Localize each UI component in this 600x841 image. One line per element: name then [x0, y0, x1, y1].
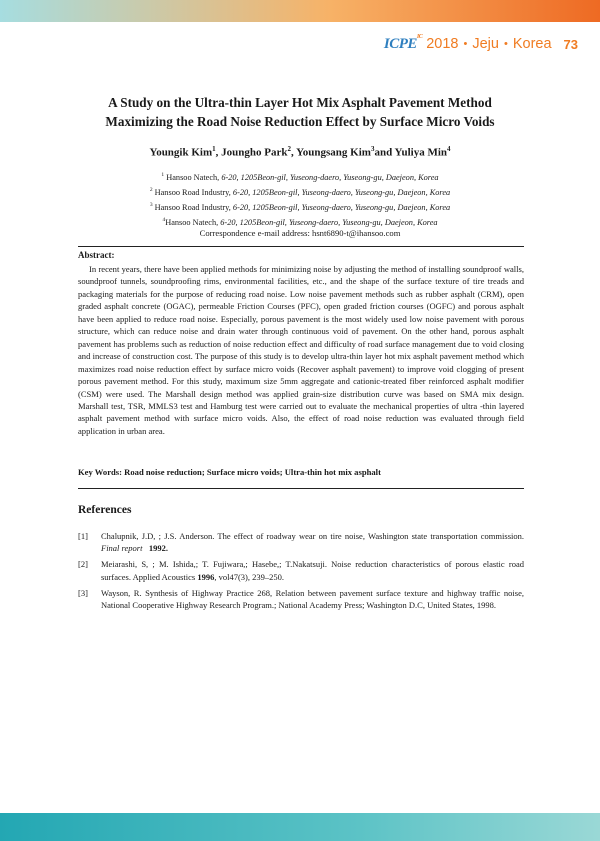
paper-title	[60, 93, 540, 131]
author-name: Youngsang Kim	[296, 146, 371, 159]
reference-number: [1]	[78, 531, 88, 541]
header-gradient-bar	[0, 0, 600, 22]
affiliation-org: Hansoo Road Industry,	[152, 187, 233, 197]
affiliation-row	[60, 169, 540, 184]
logo-text: ICPE	[383, 35, 417, 52]
bullet-separator: •	[463, 38, 468, 50]
reference-item	[78, 587, 524, 611]
logo-superscript: IC	[416, 33, 423, 40]
footer-gradient-bar	[0, 813, 600, 841]
title-line-1: A Study on the Ultra-thin Layer Hot Mix Asphalt Pavement Method	[108, 95, 492, 110]
affiliation-org: Hansoo Natech,	[165, 217, 221, 227]
author-list	[60, 145, 540, 159]
reference-body: Wayson, R. Synthesis of Highway Practice 268, Relation between pavement surface texture and highway traffic noise, National Cooperative Highway Research Program.; National Academy Press; Washington D.C, United States, 1998.	[101, 587, 524, 611]
reference-list	[78, 530, 524, 615]
keywords: Key Words: Road noise reduction; Surface micro voids; Ultra-thin hot mix asphalt	[78, 467, 381, 477]
reference-number: [2]	[78, 559, 88, 570]
author-name: Yuliya Min	[394, 146, 448, 159]
affiliation-superscript: 4	[162, 217, 166, 224]
divider-top	[78, 246, 524, 247]
affiliation-row	[60, 214, 540, 229]
conference-year: 2018	[426, 36, 459, 52]
author-separator: ,	[290, 146, 297, 159]
affiliation-org: Hansoo Natech,	[164, 172, 222, 182]
abstract-heading: Abstract:	[78, 250, 115, 260]
reference-tail: , vol47(3), 239–250.	[214, 571, 284, 582]
reference-text	[101, 587, 524, 611]
conference-banner	[384, 34, 578, 54]
affiliation-row	[60, 199, 540, 214]
abstract-text: In recent years, there have been applied methods for minimizing noise by adjusting the method of installing soundproof walls, soundproof tunnels, soundproofing rims, environmental facilities, etc., and the shape of the surface texture of tire treads and packaging materials for the purpose of reducing road noise. Low noise pavement methods such as rubber asphalt (CRM), open graded asphalt concrete (OGAC), permeable Friction Courses (PFC), open graded friction courses (OGFC) and porous asphalt have been applied to reduce road noise. Especially, porous pavement is the most widely used low noise pavement with porous structure, which can reduce noise and drain water through continuous void of pavement. On the other hand, porous asphalt pavement has problems such as reduction of noise reduction effect and difficulty of road surface management due to void closing and increase of construction cost. The purpose of this study is to develop ultra-thin layer hot mix asphalt pavement method which maximizes road noise reduction effect by surface micro voids (Recover asphalt pavement) to improve void clogging of present porous pavement method. For this study, maximum size 5mm aggregate and cationic-treated fiber reinforced asphalt modifier (CSM) were used. The Marshall design method was applied grain-size distribution curve was based on SMA mix design. Marshall test, TSR, MMLS3 test and Hamburg test were carried out to evaluate the mechanical properties of ultra -thin layered asphalt pavement method with surface micro voids. Also, the effect of road noise reduction was evaluated through field application in urban area.	[78, 264, 524, 436]
reference-number: [3]	[78, 587, 88, 598]
affiliation-address: 6-20, 1205Beon-gil, Yuseong-daero, Yuseong-gu, Daejeon, Korea	[221, 172, 439, 182]
affiliation-row	[60, 184, 540, 199]
page-number: 73	[563, 36, 578, 52]
affiliation-superscript: 3	[149, 202, 153, 209]
affiliation-address: 6-20, 1205Beon-gil, Yuseong-daero, Yuseong-gu, Daejeon, Korea	[232, 187, 451, 197]
reference-text	[101, 558, 524, 582]
reference-italic: Final report	[101, 543, 143, 554]
reference-body: Chalupnik, J.D, ; J.S. Anderson. The effect of roadway wear on tire noise, Washington state transportation commission.	[101, 531, 524, 541]
references-heading: References	[78, 504, 132, 516]
bullet-separator: •	[503, 38, 508, 50]
author-superscript: 2	[287, 145, 291, 153]
author-name: Joungho Park	[221, 146, 288, 159]
affiliation-org: Hansoo Road Industry,	[152, 202, 233, 212]
affiliation-address: 6-20, 1205Beon-gil, Yuseong-daero, Yuseong-gu, Daejeon, Korea	[232, 202, 451, 212]
affiliation-address: 6-20, 1205Beon-gil, Yuseong-daero, Yuseong-gu, Daejeon, Korea	[220, 217, 438, 227]
reference-body: Meiarashi, S, ; M. Ishida,; T. Fujiwara,; Hasebe,; T.Nakatsuji. Noise reduction characteristics of porous elastic road surfaces. Applied Acoustics	[101, 559, 524, 582]
correspondence-email: Correspondence e-mail address: hsnt6890-t@ihansoo.com	[199, 228, 401, 238]
author-superscript: 1	[212, 145, 216, 153]
author-superscript: 4	[447, 145, 451, 153]
reference-item	[78, 558, 524, 582]
author-superscript: 3	[370, 145, 375, 153]
reference-text	[101, 530, 524, 554]
conference-logo	[383, 33, 423, 53]
author-separator: and	[374, 146, 395, 159]
reference-year: 1992.	[148, 543, 168, 554]
title-line-2: Maximizing the Road Noise Reduction Effect by Surface Micro Voids	[105, 114, 495, 129]
author-name: Youngik Kim	[149, 146, 213, 159]
affiliation-superscript: 2	[149, 187, 153, 194]
conference-city: Jeju	[472, 36, 499, 52]
reference-year: 1996	[197, 571, 215, 582]
author-separator: ,	[215, 146, 222, 159]
reference-item	[78, 530, 524, 554]
conference-country: Korea	[512, 36, 552, 52]
affiliation-list	[60, 169, 540, 229]
affiliation-superscript: 1	[161, 172, 165, 178]
divider-bottom	[78, 488, 524, 489]
